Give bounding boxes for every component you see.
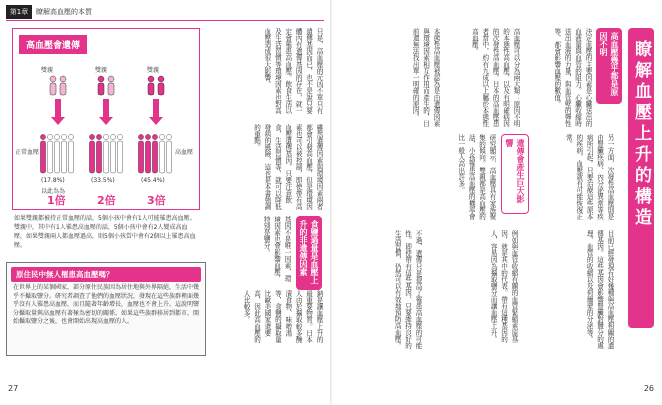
body-text-left-1: 只是，高血壓的元凶不單只有遺傳基因而已，也不是說只要體內有遺傳基因的存在，就一定會罹患高血壓。飲食生活以及生活習慣等環境因素也對高血壓造成很大影響。 <box>262 28 323 114</box>
running-header: 瞭解高血壓的本質 <box>36 8 92 16</box>
heading-heredity: 遺傳會產生巨大影響 <box>501 134 529 214</box>
column-box-title: 原住民中無人罹患高血壓嗎？ <box>11 267 201 282</box>
children-group-3 <box>138 134 171 173</box>
normal-bp-label: 正常血壓 <box>15 149 40 156</box>
body-text-right-3: 本態性高血壓被認為是由遺傳因素與環境因素相互作用而產生的，目前還無法找出單一明確的原因。 <box>411 28 440 127</box>
body-text-right-4: 另一方面，次發性高血壓則是由腎臟疾病、內分泌異常等疾病所引起。只要治療這些原本的疾病，血壓就有可能恢復正常。 <box>564 134 614 220</box>
column-box-body: 在世界上的某個國家，部分原住民族因為居住地與外界隔絕，生活中幾乎不攝取鹽分。研究者調查了他們的血壓狀況，發現在這些族群裡面幾乎沒有人罹患高血壓，而且隨著年齡增長，血壓也不會上升。這說明鹽分攝取量與高血壓有著極為密切的關係。如果這些族群移居到都市，開始攝取鹽分之後，也會開始出現高血壓的人。 <box>13 284 200 326</box>
arrows <box>51 99 163 125</box>
children-group-1 <box>40 134 73 173</box>
percent-group-1: (17.8%) <box>41 177 65 184</box>
body-text-right-2: 高血壓可以分為兩大類：原因不明的本態性高血壓，以及有明確病因的次發性高血壓。日本的高血壓患者當中，約有九成以上屬於本態性高血壓。 <box>470 28 520 127</box>
figure-caption: 如果雙親都被持正常血壓的話，5個小孩中會有1人可能罹患高血壓。雙親中，其中有1人罹患高血壓的話，5個小孩中會有2人變成高血壓，如果雙親兩人都血壓過高，則5個小孩當中會有2個以上罹患高血壓。 <box>14 215 196 249</box>
body-text-right-5: 研究顯示，高血壓具有家族聚集的傾向。雙親都是高血壓的話，小孩罹患高血壓的機率會比一般人高出許多。 <box>456 134 496 220</box>
header-rule <box>6 20 324 21</box>
page-number-left: 27 <box>8 384 19 393</box>
figure-title: 高血壓會遺傳 <box>19 35 87 54</box>
multiple-group-1: 1倍 <box>47 194 66 207</box>
percent-group-3: (45.4%) <box>141 177 165 184</box>
parent-label-1: 雙親 <box>41 67 54 74</box>
heredity-figure <box>12 28 200 210</box>
parents-pair-2 <box>98 76 114 95</box>
main-title: 瞭解血壓上升的構造 <box>628 28 654 328</box>
high-bp-label: 高血壓 <box>175 149 194 156</box>
parents-pair-1 <box>50 76 66 95</box>
parents-pair-3 <box>148 76 164 95</box>
percent-group-2: (33.5%) <box>91 177 115 184</box>
body-text-right-8: 不過，遺傳只是提高了罹患高血壓的可能性。即使帶有這些基因，只要維持良好的生活習慣，仍然可以有效地預防高血壓。 <box>393 230 422 349</box>
column-box <box>6 262 206 356</box>
heading-unknown-cause: 高血壓幾乎都是原因不明 <box>596 28 622 104</box>
right-page <box>331 0 662 405</box>
body-text-right-1: 決定血壓的主要因素是心臟送出的血液量與血管的阻力。心臟收縮時送出血液的力量，與血管壁的彈性等，都會影響血壓的數值。 <box>552 28 592 127</box>
body-text-left-4: 鈉是讓血壓上升的最重要物質。日本人由於攝取較多醃漬食物、味噌湯等，食鹽的攝取量比歐美國家還要高，因此高血壓的人比較多。 <box>242 290 323 343</box>
chapter-badge: 第1章 <box>6 5 32 19</box>
multiple-group-2: 2倍 <box>97 194 116 207</box>
children-group-2 <box>89 134 122 173</box>
heading-salt: 食鹽過量是血壓上升的非遺傳因素 <box>296 216 322 290</box>
body-text-right-7: 例如與血管收縮有關的血管緊縮素原基因，就是其中的代表。帶有這種基因的人，容易因為攝取鹽分而讓血壓上升。 <box>489 230 518 343</box>
body-text-left-2: 雖然遺傳因素與環境因素兩者都會引發高血壓，但是環境因素也可以被控制，即使帶有高血壓遺傳基因，只要注意飲食、生活習慣等，就可以降低發病的風險，這也是本書強調的重點。 <box>252 124 323 210</box>
page-number-right: 26 <box>643 384 654 393</box>
multiple-group-3: 3倍 <box>147 194 166 207</box>
parent-label-3: 雙親 <box>147 67 160 74</box>
body-text-left-3: 基因不是唯一因素，環境因素也會影響血壓，特別是鹽分。 <box>262 216 291 282</box>
ratio-text: 以此為為 <box>41 188 66 195</box>
parent-label-2: 雙親 <box>95 67 108 74</box>
body-text-right-6: 目前已經發現有好幾種與高血壓相關的遺傳基因。這些基因會影響腎臟對鹽分的處理、血管的收縮以及荷爾蒙的分泌等。 <box>585 230 614 349</box>
